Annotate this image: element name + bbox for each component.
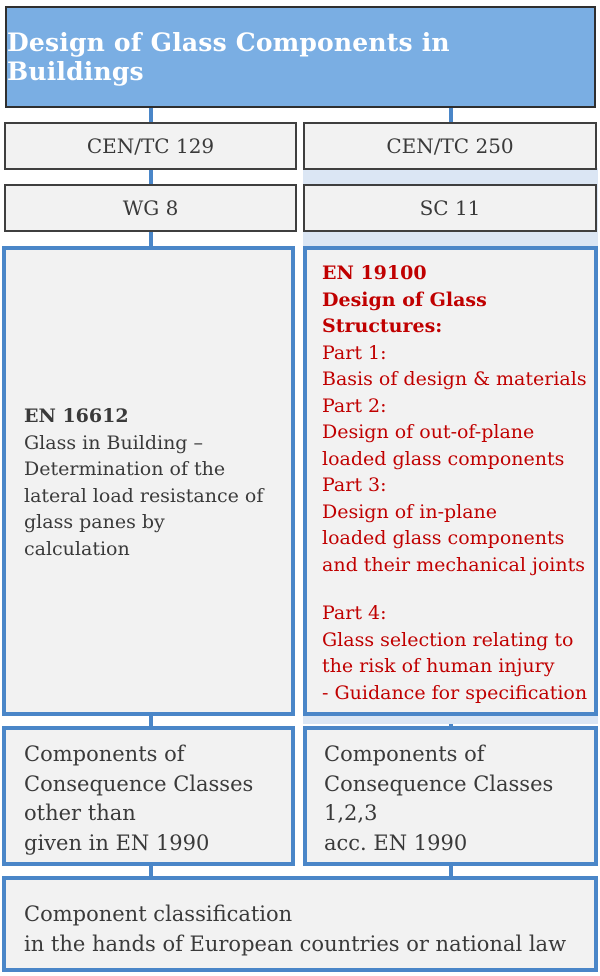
right-part-line: Part 2:	[322, 394, 387, 417]
right-standard-text	[307, 260, 594, 578]
left-classes-box	[2, 726, 295, 866]
right-classes-line: acc. EN 1990	[324, 830, 468, 855]
right-standard-title: Design of Glass Structures:	[322, 288, 487, 337]
right-standard-box	[303, 246, 598, 716]
right-classes-line: Consequence Classes	[324, 771, 554, 796]
left-standard-line: lateral load resistance of	[24, 484, 264, 507]
right-part-line: - Guidance for specification	[322, 681, 588, 704]
right-part-line: Part 1:	[322, 341, 387, 364]
right-part-line: Basis of design & materials	[322, 368, 587, 390]
right-committee-label: CEN/TC 250	[386, 134, 514, 158]
right-group-box	[303, 184, 597, 232]
right-part-line: Design of in-plane	[322, 500, 498, 523]
footer-text	[24, 900, 566, 959]
right-part-line: Part 4:	[322, 602, 387, 624]
right-part-line: loaded glass components	[322, 527, 565, 549]
left-classes-line: other than	[24, 801, 136, 825]
left-group-box	[4, 184, 297, 232]
right-classes-box	[303, 726, 598, 866]
right-part-line: Part 3:	[322, 474, 387, 496]
left-committee-label: CEN/TC 129	[86, 134, 215, 158]
left-standard-line: Determination of the	[24, 458, 226, 480]
right-standard-code: EN 19100	[322, 262, 427, 284]
left-classes-line: given in EN 1990	[24, 830, 210, 855]
footer-line: Component classification	[24, 902, 293, 926]
right-classes-text	[324, 740, 553, 858]
right-part-line: Design of out-of-plane	[322, 421, 535, 443]
right-classes-line: 1,2,3	[324, 801, 378, 825]
diagram-title: Design of Glass Components in Buildings	[7, 28, 450, 86]
left-group-label: WG 8	[122, 196, 179, 220]
footer-box	[2, 876, 598, 972]
right-committee-box	[303, 122, 597, 170]
left-standard-line: calculation	[24, 537, 130, 560]
right-part-line: Glass selection relating to	[322, 628, 574, 651]
diagram-title-box	[5, 6, 596, 108]
left-classes-line: Consequence Classes	[24, 771, 254, 796]
left-standard-line: glass panes by	[24, 511, 165, 533]
right-part-line: and their mechanical joints	[322, 553, 585, 576]
left-committee-box	[4, 122, 297, 170]
right-part-line: loaded glass components	[322, 447, 565, 470]
left-classes-text	[24, 740, 253, 858]
left-standard-line: Glass in Building –	[24, 431, 204, 454]
right-group-label: SC 11	[419, 196, 481, 220]
left-standard-box	[2, 246, 295, 716]
footer-line: in the hands of European countries or national law	[24, 931, 567, 956]
right-part4-text	[307, 600, 587, 706]
left-standard-text	[6, 403, 263, 562]
left-standard-code: EN 16612	[24, 405, 129, 427]
right-part-line: the risk of human injury	[322, 655, 555, 677]
left-classes-line: Components of	[24, 742, 185, 766]
right-classes-line: Components of	[324, 742, 485, 766]
